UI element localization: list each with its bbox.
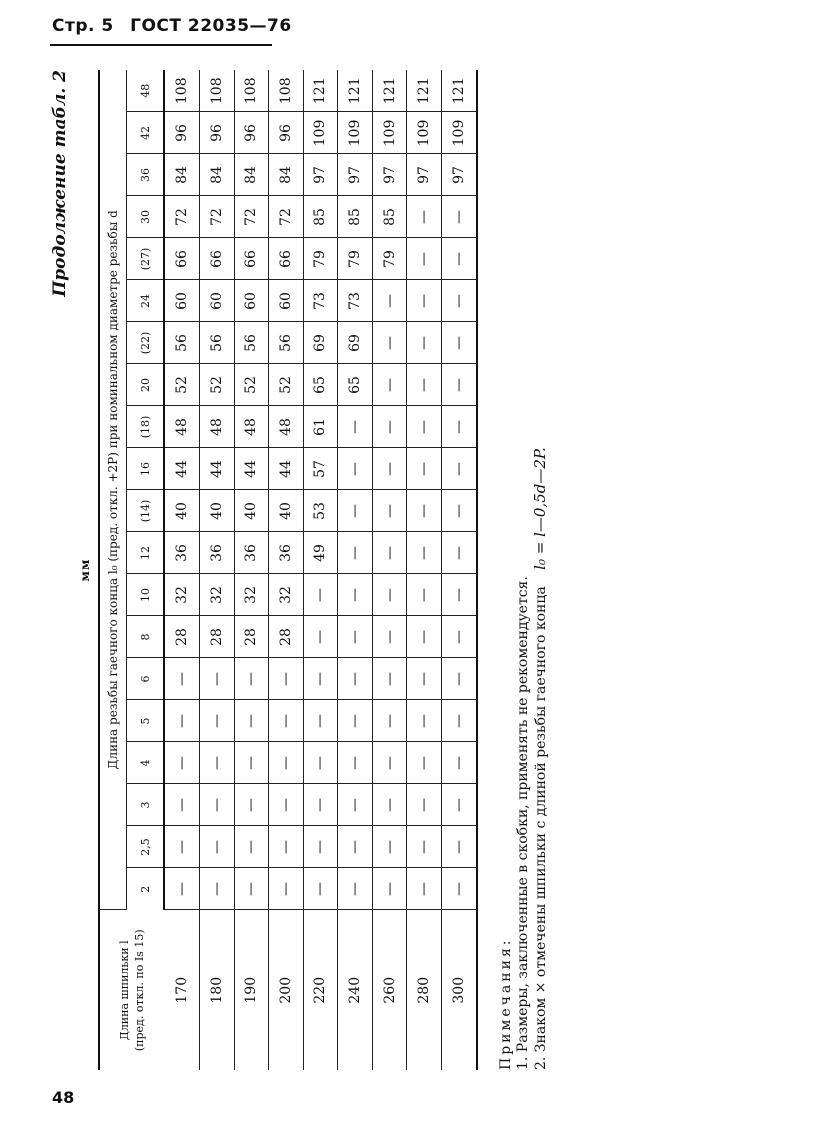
length-cell: 260 bbox=[372, 910, 407, 1070]
value-cell: 60 bbox=[164, 280, 200, 322]
value-cell: 44 bbox=[200, 448, 235, 490]
value-cell: — bbox=[407, 322, 442, 364]
value-cell: 96 bbox=[269, 112, 304, 154]
length-cell: 300 bbox=[441, 910, 477, 1070]
column-header: (22) bbox=[127, 322, 165, 364]
value-cell: — bbox=[441, 448, 477, 490]
value-cell: 36 bbox=[164, 532, 200, 574]
length-cell: 190 bbox=[234, 910, 269, 1070]
value-cell: 69 bbox=[303, 322, 338, 364]
value-cell: 56 bbox=[164, 322, 200, 364]
value-cell: — bbox=[234, 700, 269, 742]
value-cell: 97 bbox=[338, 154, 373, 196]
value-cell: — bbox=[338, 658, 373, 700]
value-cell: — bbox=[234, 742, 269, 784]
value-cell: — bbox=[372, 784, 407, 826]
column-header: 12 bbox=[127, 532, 165, 574]
value-cell: — bbox=[372, 280, 407, 322]
value-cell: 65 bbox=[303, 364, 338, 406]
table-row bbox=[338, 70, 373, 1070]
value-cell: 48 bbox=[200, 406, 235, 448]
header-rule bbox=[50, 44, 272, 46]
value-cell: 72 bbox=[234, 196, 269, 238]
value-cell: — bbox=[372, 574, 407, 616]
value-cell: 72 bbox=[269, 196, 304, 238]
value-cell: 66 bbox=[164, 238, 200, 280]
value-cell: — bbox=[441, 658, 477, 700]
value-cell: — bbox=[269, 658, 304, 700]
value-cell: — bbox=[407, 196, 442, 238]
value-cell: 36 bbox=[200, 532, 235, 574]
value-cell: — bbox=[407, 406, 442, 448]
column-header: 30 bbox=[127, 196, 165, 238]
length-cell: 180 bbox=[200, 910, 235, 1070]
column-header: 48 bbox=[127, 70, 165, 112]
value-cell: 40 bbox=[269, 490, 304, 532]
value-cell: — bbox=[303, 616, 338, 658]
value-cell: — bbox=[407, 616, 442, 658]
value-cell: — bbox=[338, 784, 373, 826]
value-cell: — bbox=[372, 532, 407, 574]
page-number: 48 bbox=[52, 1088, 75, 1107]
row-header-line1: Длина шпильки l bbox=[118, 940, 131, 1041]
value-cell: — bbox=[441, 574, 477, 616]
value-cell: — bbox=[441, 868, 477, 910]
column-header: (27) bbox=[127, 238, 165, 280]
value-cell: 84 bbox=[269, 154, 304, 196]
table-caption: Продолжение табл. 2 bbox=[50, 70, 70, 297]
column-header: 8 bbox=[127, 616, 165, 658]
value-cell: — bbox=[407, 868, 442, 910]
standard-code: ГОСТ 22035—76 bbox=[130, 16, 292, 36]
value-cell: 28 bbox=[234, 616, 269, 658]
value-cell: — bbox=[338, 448, 373, 490]
value-cell: 79 bbox=[303, 238, 338, 280]
value-cell: — bbox=[234, 868, 269, 910]
value-cell: 121 bbox=[303, 70, 338, 112]
value-cell: — bbox=[338, 700, 373, 742]
value-cell: — bbox=[441, 364, 477, 406]
value-cell: 56 bbox=[234, 322, 269, 364]
value-cell: 109 bbox=[407, 112, 442, 154]
page-header bbox=[52, 16, 302, 36]
value-cell: 36 bbox=[269, 532, 304, 574]
column-header: 20 bbox=[127, 364, 165, 406]
value-cell: 53 bbox=[303, 490, 338, 532]
value-cell: 73 bbox=[338, 280, 373, 322]
table-row bbox=[407, 70, 442, 1070]
column-header: 36 bbox=[127, 154, 165, 196]
value-cell: — bbox=[407, 658, 442, 700]
table-body bbox=[164, 70, 477, 1070]
value-cell: — bbox=[164, 784, 200, 826]
page-label: Стр. 5 bbox=[52, 16, 114, 36]
value-cell: 97 bbox=[372, 154, 407, 196]
rotated-table-block bbox=[50, 70, 810, 1070]
notes-title: Примечания: bbox=[498, 937, 514, 1070]
value-cell: 52 bbox=[200, 364, 235, 406]
value-cell: 84 bbox=[234, 154, 269, 196]
value-cell: — bbox=[303, 868, 338, 910]
note-formula: l₀ = l—0,5d—2P. bbox=[531, 447, 549, 570]
value-cell: — bbox=[338, 616, 373, 658]
length-cell: 170 bbox=[164, 910, 200, 1070]
value-cell: — bbox=[407, 364, 442, 406]
column-header: (18) bbox=[127, 406, 165, 448]
value-cell: 85 bbox=[372, 196, 407, 238]
value-cell: — bbox=[407, 700, 442, 742]
column-header: (14) bbox=[127, 490, 165, 532]
value-cell: — bbox=[441, 196, 477, 238]
value-cell: — bbox=[338, 868, 373, 910]
value-cell: — bbox=[164, 658, 200, 700]
column-header: 2 bbox=[127, 868, 165, 910]
value-cell: 79 bbox=[338, 238, 373, 280]
value-cell: 60 bbox=[234, 280, 269, 322]
value-cell: — bbox=[407, 238, 442, 280]
value-cell: 66 bbox=[234, 238, 269, 280]
value-cell: — bbox=[441, 784, 477, 826]
value-cell: — bbox=[407, 280, 442, 322]
value-cell: — bbox=[269, 784, 304, 826]
value-cell: — bbox=[338, 742, 373, 784]
table-row bbox=[372, 70, 407, 1070]
value-cell: — bbox=[269, 742, 304, 784]
table-row bbox=[441, 70, 477, 1070]
value-cell: 108 bbox=[269, 70, 304, 112]
value-cell: 28 bbox=[269, 616, 304, 658]
value-cell: — bbox=[372, 322, 407, 364]
value-cell: 96 bbox=[200, 112, 235, 154]
value-cell: 60 bbox=[269, 280, 304, 322]
value-cell: — bbox=[269, 826, 304, 868]
value-cell: 49 bbox=[303, 532, 338, 574]
column-header: 6 bbox=[127, 658, 165, 700]
value-cell: 44 bbox=[164, 448, 200, 490]
value-cell: 108 bbox=[164, 70, 200, 112]
value-cell: 108 bbox=[234, 70, 269, 112]
value-cell: 66 bbox=[269, 238, 304, 280]
value-cell: 121 bbox=[338, 70, 373, 112]
value-cell: 69 bbox=[338, 322, 373, 364]
value-cell: — bbox=[372, 616, 407, 658]
value-cell: 44 bbox=[269, 448, 304, 490]
column-header: 42 bbox=[127, 112, 165, 154]
value-cell: — bbox=[407, 784, 442, 826]
value-cell: 65 bbox=[338, 364, 373, 406]
value-cell: 72 bbox=[164, 196, 200, 238]
value-cell: 85 bbox=[303, 196, 338, 238]
column-header: 16 bbox=[127, 448, 165, 490]
value-cell: — bbox=[164, 700, 200, 742]
value-cell: 66 bbox=[200, 238, 235, 280]
value-cell: 32 bbox=[200, 574, 235, 616]
value-cell: 109 bbox=[303, 112, 338, 154]
value-cell: 85 bbox=[338, 196, 373, 238]
value-cell: — bbox=[407, 448, 442, 490]
value-cell: — bbox=[407, 742, 442, 784]
value-cell: 121 bbox=[441, 70, 477, 112]
value-cell: — bbox=[338, 574, 373, 616]
value-cell: — bbox=[441, 238, 477, 280]
value-cell: — bbox=[338, 826, 373, 868]
value-cell: — bbox=[372, 490, 407, 532]
value-cell: 84 bbox=[164, 154, 200, 196]
table-row bbox=[200, 70, 235, 1070]
value-cell: 79 bbox=[372, 238, 407, 280]
value-cell: 57 bbox=[303, 448, 338, 490]
value-cell: — bbox=[441, 742, 477, 784]
value-cell: — bbox=[441, 490, 477, 532]
length-cell: 240 bbox=[338, 910, 373, 1070]
value-cell: 36 bbox=[234, 532, 269, 574]
value-cell: — bbox=[441, 280, 477, 322]
value-cell: — bbox=[164, 868, 200, 910]
value-cell: — bbox=[234, 784, 269, 826]
length-cell: 200 bbox=[269, 910, 304, 1070]
value-cell: 60 bbox=[200, 280, 235, 322]
value-cell: — bbox=[441, 532, 477, 574]
value-cell: 48 bbox=[234, 406, 269, 448]
value-cell: — bbox=[441, 616, 477, 658]
value-cell: — bbox=[200, 700, 235, 742]
value-cell: 28 bbox=[200, 616, 235, 658]
value-cell: 52 bbox=[164, 364, 200, 406]
span-header-cell: Длина резьбы гаечного конца l₀ (пред. откл. +2P) при номинальном диаметре резьбы d bbox=[99, 70, 127, 910]
value-cell: — bbox=[441, 826, 477, 868]
column-header: 4 bbox=[127, 742, 165, 784]
value-cell: 56 bbox=[269, 322, 304, 364]
value-cell: — bbox=[164, 826, 200, 868]
value-cell: — bbox=[338, 490, 373, 532]
note-item-2-text: 2. Знаком × отмечены шпильки с длиной резьбы гаечного конца bbox=[533, 586, 549, 1070]
value-cell: — bbox=[164, 742, 200, 784]
value-cell: 56 bbox=[200, 322, 235, 364]
value-cell: — bbox=[441, 406, 477, 448]
length-cell: 280 bbox=[407, 910, 442, 1070]
value-cell: 108 bbox=[200, 70, 235, 112]
column-header: 5 bbox=[127, 700, 165, 742]
value-cell: 121 bbox=[407, 70, 442, 112]
row-header-cell bbox=[99, 910, 164, 1070]
value-cell: — bbox=[200, 658, 235, 700]
table-row bbox=[303, 70, 338, 1070]
value-cell: — bbox=[407, 826, 442, 868]
value-cell: 97 bbox=[441, 154, 477, 196]
value-cell: — bbox=[303, 700, 338, 742]
value-cell: 121 bbox=[372, 70, 407, 112]
value-cell: — bbox=[303, 574, 338, 616]
note-item-1: 1. Размеры, заключенные в скобки, применять не рекомендуется. bbox=[515, 576, 531, 1070]
value-cell: 72 bbox=[200, 196, 235, 238]
value-cell: — bbox=[200, 784, 235, 826]
value-cell: — bbox=[303, 742, 338, 784]
value-cell: — bbox=[441, 322, 477, 364]
value-cell: — bbox=[303, 826, 338, 868]
value-cell: 32 bbox=[234, 574, 269, 616]
value-cell: — bbox=[269, 868, 304, 910]
value-cell: — bbox=[372, 406, 407, 448]
value-cell: — bbox=[372, 658, 407, 700]
value-cell: 48 bbox=[164, 406, 200, 448]
value-cell: — bbox=[200, 826, 235, 868]
value-cell: — bbox=[372, 700, 407, 742]
value-cell: 44 bbox=[234, 448, 269, 490]
value-cell: 109 bbox=[372, 112, 407, 154]
value-cell: — bbox=[338, 406, 373, 448]
note-item-2 bbox=[532, 310, 550, 1070]
column-header: 3 bbox=[127, 784, 165, 826]
value-cell: 40 bbox=[164, 490, 200, 532]
value-cell: 61 bbox=[303, 406, 338, 448]
value-cell: 40 bbox=[200, 490, 235, 532]
column-header: 2,5 bbox=[127, 826, 165, 868]
value-cell: — bbox=[234, 826, 269, 868]
value-cell: — bbox=[338, 532, 373, 574]
column-header: 24 bbox=[127, 280, 165, 322]
value-cell: — bbox=[441, 700, 477, 742]
value-cell: 84 bbox=[200, 154, 235, 196]
value-cell: — bbox=[269, 700, 304, 742]
value-cell: 48 bbox=[269, 406, 304, 448]
value-cell: 96 bbox=[234, 112, 269, 154]
value-cell: 73 bbox=[303, 280, 338, 322]
units-label: мм bbox=[78, 558, 92, 582]
value-cell: 109 bbox=[338, 112, 373, 154]
value-cell: 52 bbox=[269, 364, 304, 406]
table-row bbox=[234, 70, 269, 1070]
value-cell: 40 bbox=[234, 490, 269, 532]
value-cell: 97 bbox=[303, 154, 338, 196]
row-header-line2: (пред. откл. по Is 15) bbox=[133, 929, 146, 1052]
thread-length-table bbox=[98, 70, 478, 1070]
value-cell: — bbox=[407, 532, 442, 574]
value-cell: — bbox=[372, 868, 407, 910]
column-header: 10 bbox=[127, 574, 165, 616]
value-cell: — bbox=[372, 364, 407, 406]
value-cell: 97 bbox=[407, 154, 442, 196]
length-cell: 220 bbox=[303, 910, 338, 1070]
table-row bbox=[164, 70, 200, 1070]
value-cell: — bbox=[200, 868, 235, 910]
value-cell: 96 bbox=[164, 112, 200, 154]
table-header-row-1 bbox=[99, 70, 127, 1070]
value-cell: — bbox=[303, 658, 338, 700]
value-cell: 52 bbox=[234, 364, 269, 406]
value-cell: 28 bbox=[164, 616, 200, 658]
value-cell: — bbox=[372, 448, 407, 490]
value-cell: 32 bbox=[269, 574, 304, 616]
value-cell: — bbox=[372, 742, 407, 784]
table-row bbox=[269, 70, 304, 1070]
value-cell: — bbox=[407, 490, 442, 532]
value-cell: — bbox=[407, 574, 442, 616]
value-cell: — bbox=[200, 742, 235, 784]
value-cell: — bbox=[303, 784, 338, 826]
value-cell: 32 bbox=[164, 574, 200, 616]
value-cell: — bbox=[234, 658, 269, 700]
value-cell: — bbox=[372, 826, 407, 868]
notes-block bbox=[498, 310, 550, 1070]
value-cell: 109 bbox=[441, 112, 477, 154]
